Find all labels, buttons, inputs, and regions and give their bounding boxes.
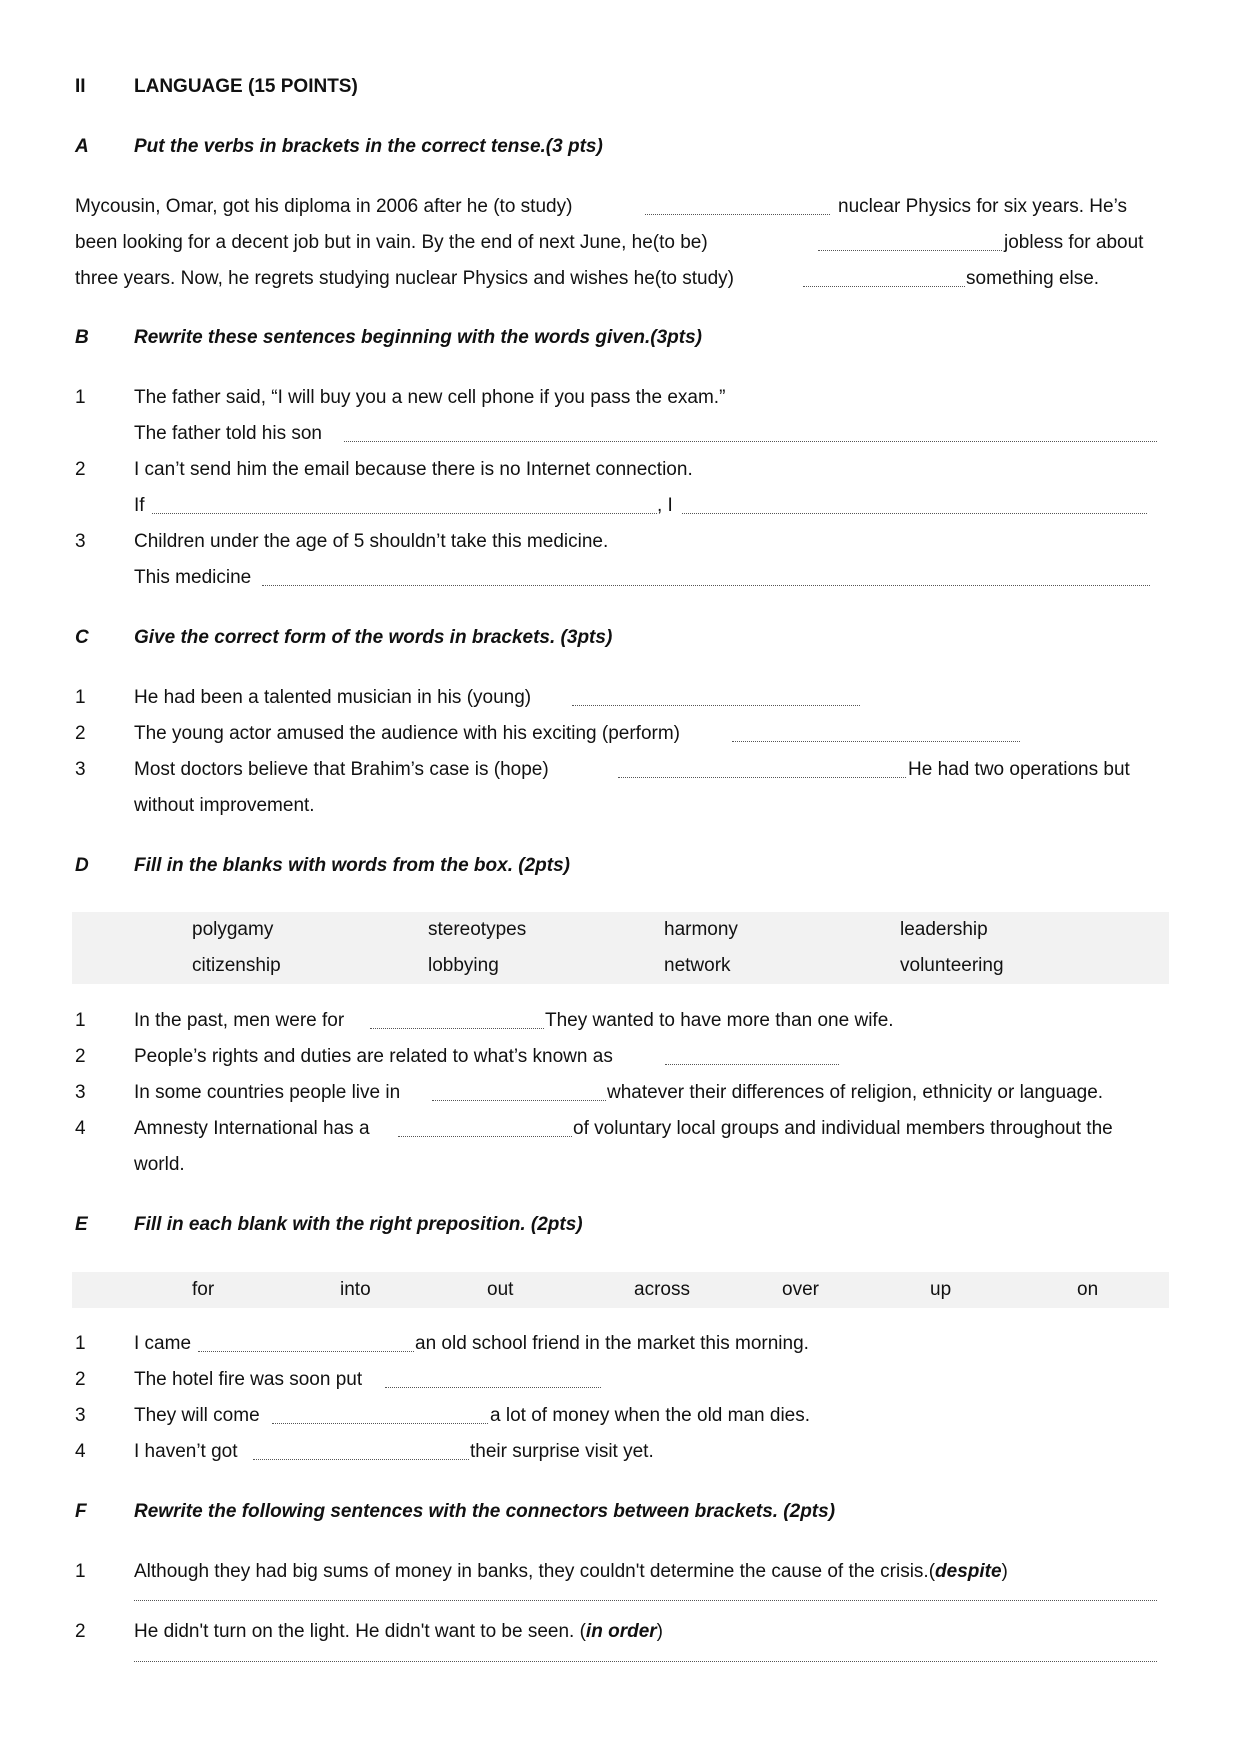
part-a-letter: A bbox=[75, 136, 89, 157]
word-box-item: leadership bbox=[900, 919, 988, 940]
part-b-item-2-answer-line-a[interactable] bbox=[152, 513, 657, 514]
part-e-item-2-number: 2 bbox=[75, 1369, 86, 1390]
part-e-letter: E bbox=[75, 1214, 88, 1235]
part-d-item-3-blank[interactable] bbox=[432, 1100, 606, 1101]
word-box-item: volunteering bbox=[900, 955, 1004, 976]
part-c-item-3-text: Most doctors believe that Brahim’s case is (hope) bbox=[134, 759, 549, 780]
part-e-item-3-text: They will come bbox=[134, 1405, 260, 1426]
section-numeral: II bbox=[75, 76, 86, 97]
part-a-line-3-end: something else. bbox=[966, 268, 1100, 289]
part-d-item-1-blank[interactable] bbox=[370, 1028, 544, 1029]
word-box-item: harmony bbox=[664, 919, 738, 940]
part-b-item-3-answer-line[interactable] bbox=[262, 585, 1150, 586]
part-d-instruction: Fill in the blanks with words from the box. (2pts) bbox=[134, 855, 570, 876]
part-b-item-2-answer-line-b[interactable] bbox=[682, 513, 1147, 514]
part-b-letter: B bbox=[75, 327, 89, 348]
section-title: LANGUAGE (15 POINTS) bbox=[134, 76, 358, 97]
part-d-item-4-blank[interactable] bbox=[398, 1136, 572, 1137]
part-a-blank-3[interactable] bbox=[803, 286, 965, 287]
part-b-item-1-answer-line[interactable] bbox=[344, 441, 1157, 442]
part-f-item-2-text: He didn't turn on the light. He didn't want to be seen. (in order) bbox=[134, 1621, 663, 1642]
word-box-item: stereotypes bbox=[428, 919, 527, 940]
part-b-item-1-number: 1 bbox=[75, 387, 86, 408]
part-d-item-4-text: Amnesty International has a bbox=[134, 1118, 370, 1139]
part-a-line-1-end: nuclear Physics for six years. He’s bbox=[838, 196, 1127, 217]
part-f-item-1-text: Although they had big sums of money in banks, they couldn't determine the cause of the crisis.(despite) bbox=[134, 1561, 1008, 1582]
part-e-item-1-blank[interactable] bbox=[198, 1351, 414, 1352]
part-d-word-box bbox=[72, 912, 1169, 984]
part-d-item-2-blank[interactable] bbox=[665, 1064, 839, 1065]
part-e-preposition-box bbox=[72, 1272, 1169, 1308]
part-c-instruction: Give the correct form of the words in brackets. (3pts) bbox=[134, 627, 613, 648]
part-d-item-3-text: In some countries people live in bbox=[134, 1082, 401, 1103]
part-c-item-2-blank[interactable] bbox=[732, 741, 1020, 742]
part-b-instruction: Rewrite these sentences beginning with the words given.(3pts) bbox=[134, 327, 702, 348]
part-a-instruction: Put the verbs in brackets in the correct tense.(3 pts) bbox=[134, 136, 603, 157]
part-f-letter: F bbox=[75, 1501, 87, 1522]
part-b-item-2-sentence: I can’t send him the email because there is no Internet connection. bbox=[134, 459, 693, 480]
part-c-item-2-text: The young actor amused the audience with his exciting (perform) bbox=[134, 723, 680, 744]
preposition-box-item: out bbox=[487, 1279, 514, 1300]
part-d-letter: D bbox=[75, 855, 89, 876]
part-d-item-4-number: 4 bbox=[75, 1118, 86, 1139]
preposition-box-item: across bbox=[634, 1279, 690, 1300]
part-d-item-4-continuation: world. bbox=[134, 1154, 185, 1175]
part-a-blank-1[interactable] bbox=[645, 214, 830, 215]
word-box-item: lobbying bbox=[428, 955, 499, 976]
part-e-item-3-blank[interactable] bbox=[272, 1423, 488, 1424]
part-c-item-1-number: 1 bbox=[75, 687, 86, 708]
word-box-item: network bbox=[664, 955, 731, 976]
part-c-item-3-blank[interactable] bbox=[618, 777, 906, 778]
part-f-item-1-number: 1 bbox=[75, 1561, 86, 1582]
connector-in-order: in order bbox=[585, 1621, 657, 1642]
part-c-item-1-text: He had been a talented musician in his (young) bbox=[134, 687, 532, 708]
part-a-line-2: been looking for a decent job but in vain. By the end of next June, he(to be) bbox=[75, 232, 708, 253]
part-e-item-2-blank[interactable] bbox=[385, 1387, 601, 1388]
part-b-item-2-prompt-2: , I bbox=[657, 495, 673, 516]
word-box-item: polygamy bbox=[192, 919, 274, 940]
part-a-line-2-end: jobless for about bbox=[1004, 232, 1144, 253]
part-d-item-2-text: People’s rights and duties are related to what’s known as bbox=[134, 1046, 613, 1067]
part-f-instruction: Rewrite the following sentences with the connectors between brackets. (2pts) bbox=[134, 1501, 836, 1522]
part-d-item-3-text-end: whatever their differences of religion, ethnicity or language. bbox=[607, 1082, 1104, 1103]
part-c-letter: C bbox=[75, 627, 89, 648]
part-d-item-2-number: 2 bbox=[75, 1046, 86, 1067]
part-b-item-1-prompt: The father told his son bbox=[134, 423, 322, 444]
preposition-box-item: for bbox=[192, 1279, 215, 1300]
part-c-item-2-number: 2 bbox=[75, 723, 86, 744]
part-e-item-1-number: 1 bbox=[75, 1333, 86, 1354]
part-d-item-1-text-end: They wanted to have more than one wife. bbox=[545, 1010, 894, 1031]
part-f-item-2-number: 2 bbox=[75, 1621, 86, 1642]
part-f-item-2-answer-line[interactable] bbox=[134, 1661, 1157, 1662]
part-c-item-3-number: 3 bbox=[75, 759, 86, 780]
part-e-item-4-text: I haven’t got bbox=[134, 1441, 238, 1462]
part-b-item-3-sentence: Children under the age of 5 shouldn’t take this medicine. bbox=[134, 531, 609, 552]
part-e-item-3-number: 3 bbox=[75, 1405, 86, 1426]
part-b-item-3-number: 3 bbox=[75, 531, 86, 552]
part-c-item-1-blank[interactable] bbox=[572, 705, 860, 706]
part-d-item-3-number: 3 bbox=[75, 1082, 86, 1103]
part-b-item-2-number: 2 bbox=[75, 459, 86, 480]
part-b-item-3-prompt: This medicine bbox=[134, 567, 252, 588]
word-box-item: citizenship bbox=[192, 955, 281, 976]
part-a-line-3: three years. Now, he regrets studying nuclear Physics and wishes he(to study) bbox=[75, 268, 734, 289]
part-c-item-3-continuation: without improvement. bbox=[134, 795, 315, 816]
part-f-item-1-answer-line[interactable] bbox=[134, 1600, 1157, 1601]
part-d-item-4-text-end: of voluntary local groups and individual members throughout the bbox=[573, 1118, 1113, 1139]
preposition-box-item: up bbox=[930, 1279, 952, 1300]
part-e-item-4-blank[interactable] bbox=[253, 1459, 469, 1460]
part-a-blank-2[interactable] bbox=[818, 250, 1002, 251]
preposition-box-item: into bbox=[340, 1279, 371, 1300]
part-b-item-2-prompt: If bbox=[134, 495, 145, 516]
preposition-box-item: over bbox=[782, 1279, 819, 1300]
preposition-box-item: on bbox=[1077, 1279, 1099, 1300]
part-d-item-1-text: In the past, men were for bbox=[134, 1010, 345, 1031]
part-e-item-1-text-end: an old school friend in the market this morning. bbox=[415, 1333, 809, 1354]
part-c-item-3-text-end: He had two operations but bbox=[908, 759, 1130, 780]
part-e-instruction: Fill in each blank with the right preposition. (2pts) bbox=[134, 1214, 583, 1235]
part-b-item-1-sentence: The father said, “I will buy you a new cell phone if you pass the exam.” bbox=[134, 387, 726, 408]
connector-despite: despite bbox=[935, 1561, 1002, 1582]
part-e-item-2-text: The hotel fire was soon put bbox=[134, 1369, 363, 1390]
part-e-item-4-number: 4 bbox=[75, 1441, 86, 1462]
part-a-line-1: Mycousin, Omar, got his diploma in 2006 after he (to study) bbox=[75, 196, 573, 217]
part-e-item-4-text-end: their surprise visit yet. bbox=[470, 1441, 654, 1462]
part-e-item-3-text-end: a lot of money when the old man dies. bbox=[490, 1405, 811, 1426]
part-e-item-1-text: I came bbox=[134, 1333, 192, 1354]
part-d-item-1-number: 1 bbox=[75, 1010, 86, 1031]
